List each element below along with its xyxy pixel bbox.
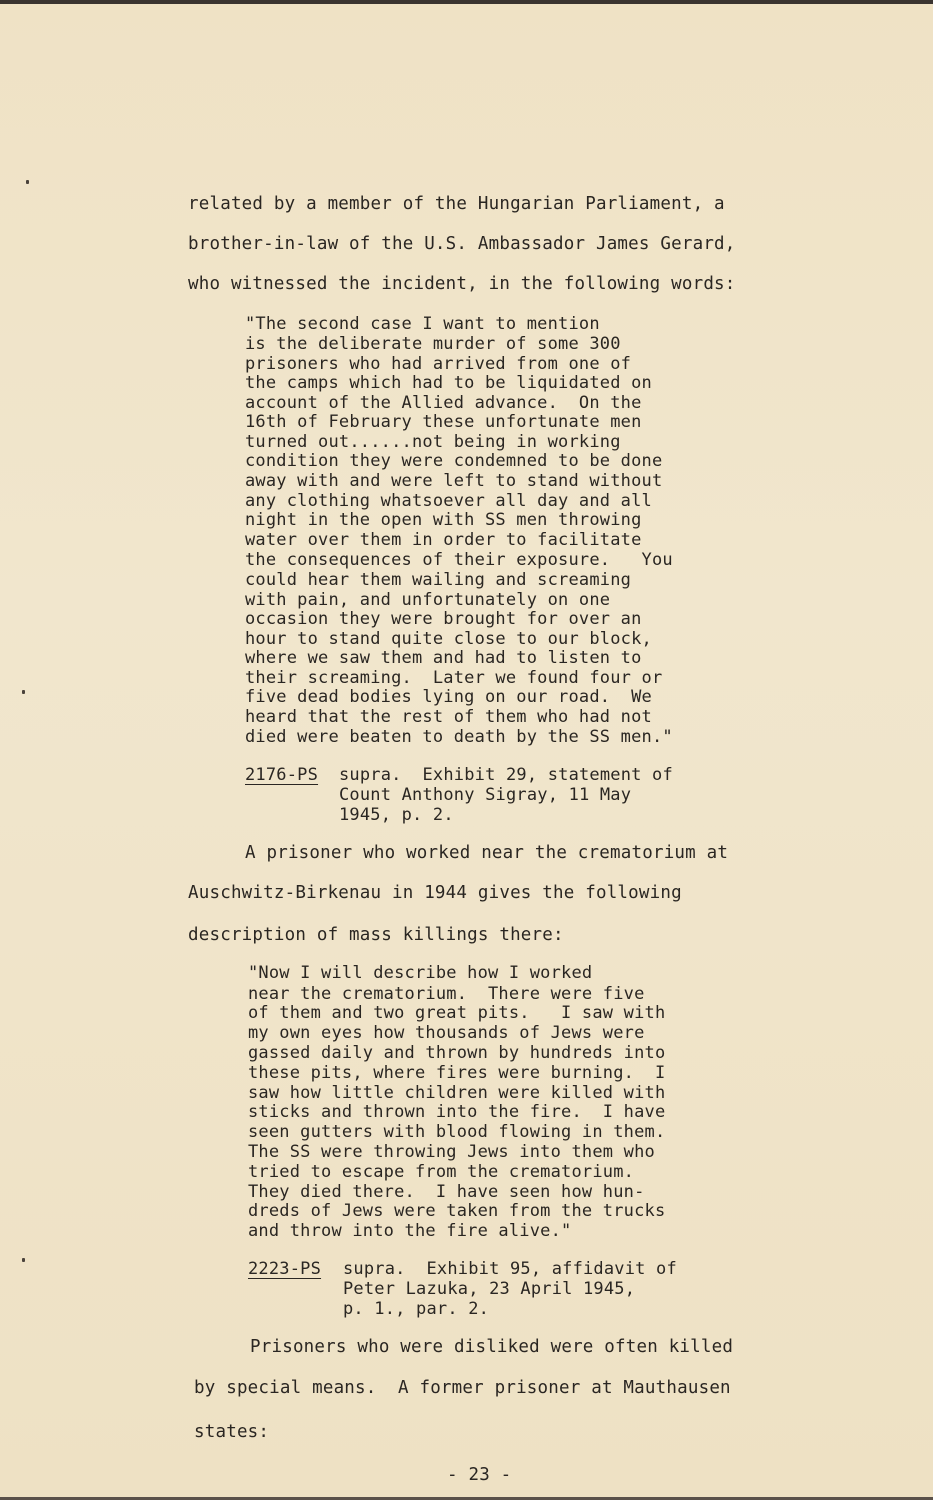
quote2-line: The SS were throwing Jews into them who [248,1142,655,1162]
quote2-line: near the crematorium. There were five [248,984,645,1004]
quote2-line: of them and two great pits. I saw with [248,1003,666,1023]
margin-mark [22,1258,25,1262]
quote1-line: heard that the rest of them who had not [245,707,652,727]
quote2-line: gassed daily and thrown by hundreds into [248,1043,666,1063]
quote2-line: tried to escape from the crematorium. [248,1162,635,1182]
citation2-line: supra. Exhibit 95, affidavit of [343,1259,677,1279]
quote1-line: turned out......not being in working [245,432,621,452]
quote1-line: occasion they were brought for over an [245,609,642,629]
quote2-line: dreds of Jews were taken from the trucks [248,1201,666,1221]
citation2-line: Peter Lazuka, 23 April 1945, [343,1279,636,1299]
quote1-line: their screaming. Later we found four or [245,668,663,688]
quote2-line: sticks and thrown into the fire. I have [248,1102,666,1122]
quote2-line: my own eyes how thousands of Jews were [248,1023,645,1043]
quote1-line: hour to stand quite close to our block, [245,629,652,649]
citation1-line: Count Anthony Sigray, 11 May [339,785,632,805]
quote1-line: prisoners who had arrived from one of [245,354,632,374]
quote1-line: "The second case I want to mention [245,314,600,334]
quote1-line: the camps which had to be liquidated on [245,373,652,393]
quote2-line: seen gutters with blood flowing in them. [248,1122,666,1142]
citation1-line: 1945, p. 2. [339,805,454,825]
quote1-line: could hear them wailing and screaming [245,570,632,590]
para2-line: description of mass killings there: [188,925,564,945]
quote1-line: account of the Allied advance. On the [245,393,642,413]
margin-mark [26,180,29,184]
para3-line: Prisoners who were disliked were often killed [250,1337,734,1357]
quote2-line: saw how little children were killed with [248,1083,666,1103]
citation1-ref: 2176-PS [245,765,319,785]
quote1-line: any clothing whatsoever all day and all [245,491,652,511]
quote1-line: the consequences of their exposure. You [245,550,673,570]
quote1-line: five dead bodies lying on our road. We [245,687,652,707]
intro-line: related by a member of the Hungarian Parliament, a [188,194,725,214]
margin-mark [22,690,25,694]
quote2-line: "Now I will describe how I worked [248,963,593,983]
quote1-line: water over them in order to facilitate [245,530,642,550]
intro-line: who witnessed the incident, in the following words: [188,274,736,294]
citation2-ref: 2223-PS [248,1259,322,1279]
quote1-line: night in the open with SS men throwing [245,510,642,530]
quote2-line: and throw into the fire alive." [248,1221,572,1241]
citation1-line: supra. Exhibit 29, statement of [339,765,673,785]
para3-line: states: [194,1422,270,1442]
quote2-line: They died there. I have seen how hun- [248,1182,645,1202]
para2-line: A prisoner who worked near the crematorium at [245,843,729,863]
quote1-line: condition they were condemned to be done [245,451,663,471]
citation2-line: p. 1., par. 2. [343,1299,490,1319]
top-edge [0,0,933,4]
para2-line: Auschwitz-Birkenau in 1944 gives the following [188,883,682,903]
quote1-line: where we saw them and had to listen to [245,648,642,668]
quote1-line: died were beaten to death by the SS men." [245,727,673,747]
quote1-line: is the deliberate murder of some 300 [245,334,621,354]
quote1-line: 16th of February these unfortunate men [245,412,642,432]
intro-line: brother-in-law of the U.S. Ambassador James Gerard, [188,234,736,254]
quote2-line: these pits, where fires were burning. I [248,1063,666,1083]
quote1-line: away with and were left to stand without [245,471,663,491]
page-number: - 23 - [447,1465,512,1485]
para3-line: by special means. A former prisoner at Mauthausen [194,1378,731,1398]
quote1-line: with pain, and unfortunately on one [245,590,611,610]
